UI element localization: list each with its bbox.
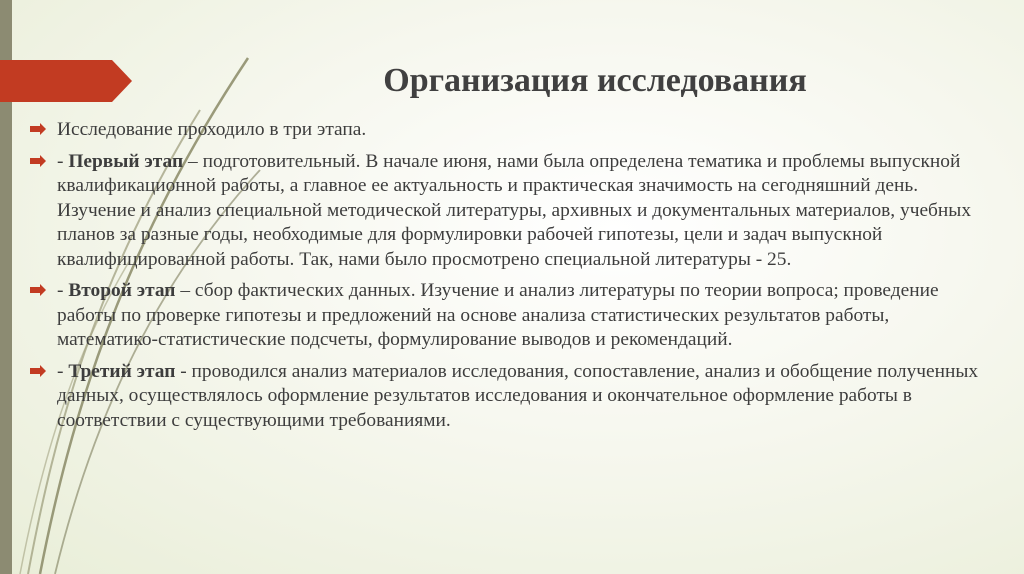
bullet-item-stage-1 [30,150,995,273]
bullet-lead: - [57,360,69,382]
bullet-text: – подготовительный. В начале июня, нами была определена тематика и проблемы выпускной квалификационной работы, а главное ее актуальность и практическая значимость на сегодняшний день. Изучение и анализ специальной методической литературы, архивных и документальных материалов, учебных планов за разные годы, необходимые для формулировки рабочей гипотезы, цели и задач выпускной квалифицированной работы. Так, нами было просмотрено специальной литературы - 25. [57,150,972,270]
bullet-text: - проводился анализ материалов исследования, сопоставление, анализ и обобщение полученных данных, осуществлялось оформление результатов исследования и окончательное оформление работы в соответствии с существующими требованиями. [57,360,979,431]
bullet-item-stage-2 [30,279,995,353]
arrow-bullet-icon [30,123,46,135]
arrow-bullet-icon [30,365,46,377]
slide-content [30,118,995,440]
arrow-bullet-icon [30,284,46,296]
bullet-text: – сбор фактических данных. Изучение и анализ литературы по теории вопроса; проведение работы по проверке гипотезы и предложений на основе анализа статистических результатов работы, математико-статистические подсчеты, формулирование выводов и рекомендаций. [57,280,939,350]
stage-name: Третий этап [68,360,176,382]
bullet-lead: - [57,280,69,301]
stage-name: Первый этап [68,150,184,172]
bullet-lead: - [57,150,69,172]
bullet-item-stage-3 [30,360,995,434]
slide-title: Организация исследования [383,62,807,99]
bullet-text: Исследование проходило в три этапа. [57,119,367,140]
arrow-bullet-icon [30,155,46,167]
bullet-item-intro [30,118,995,143]
stage-name: Второй этап [68,280,176,301]
